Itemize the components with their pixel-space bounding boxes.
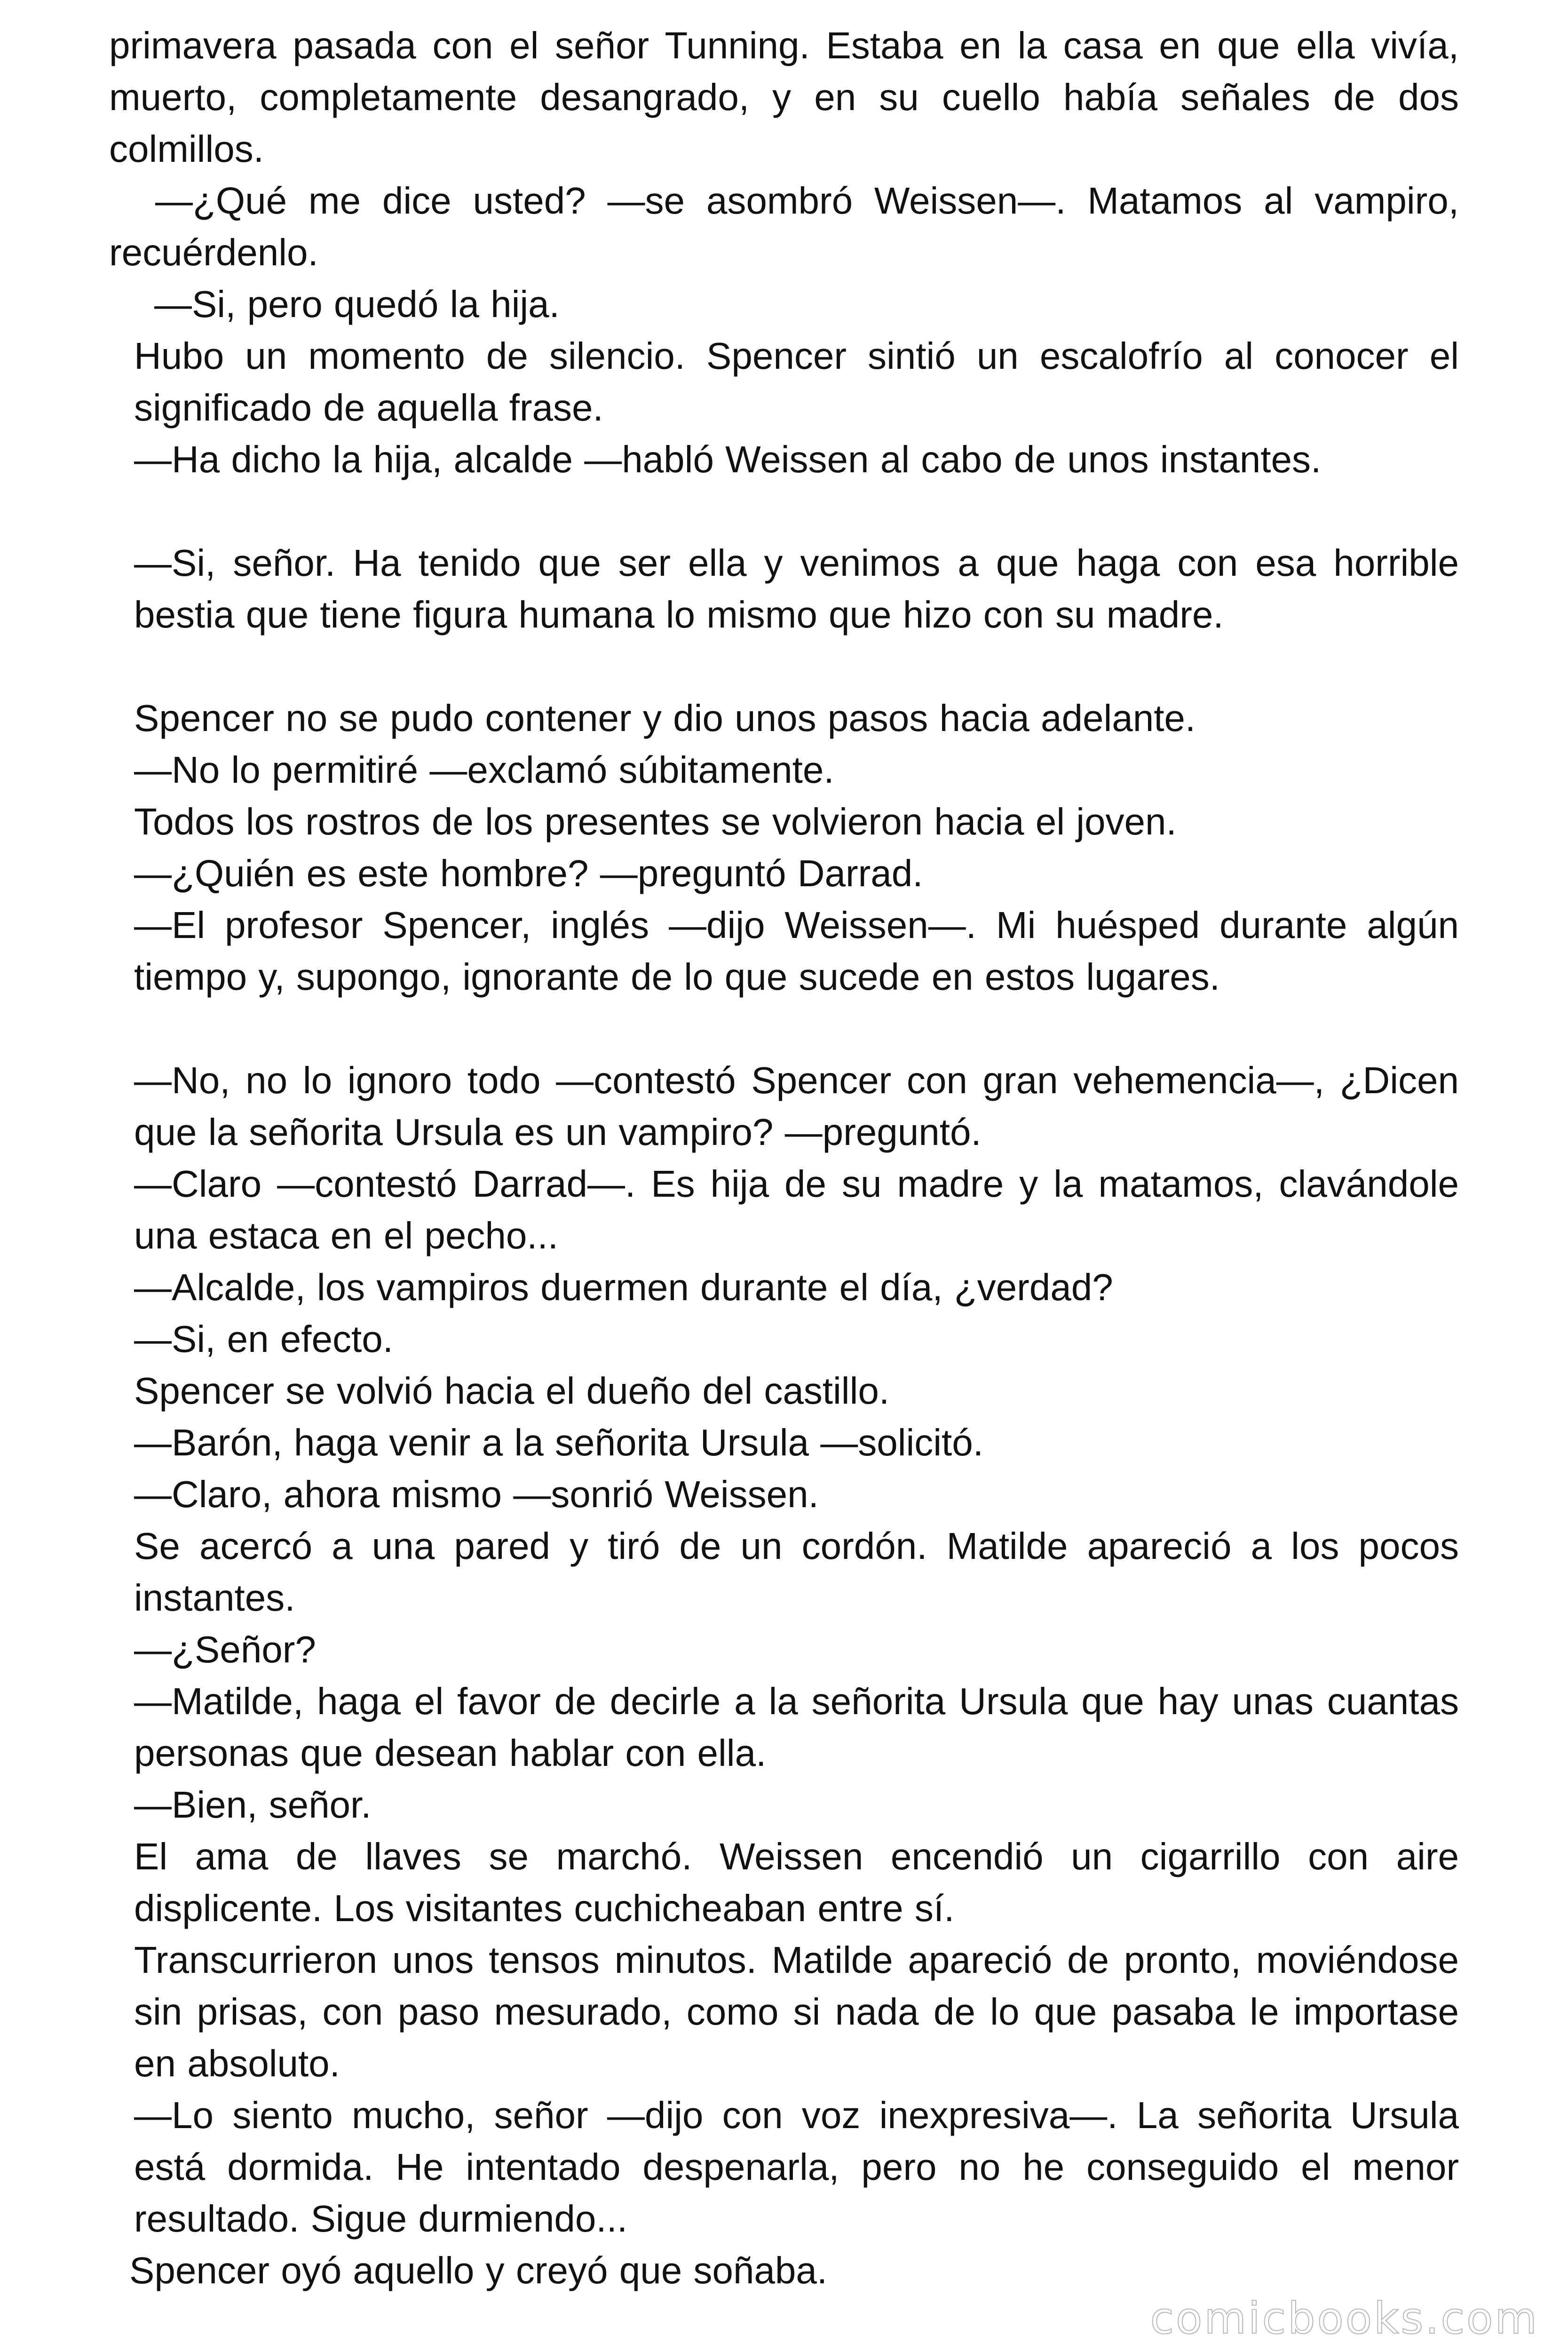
paragraph-1: primavera pasada con el señor Tunning. Estaba en la casa en que ella vivía, muerto, completamente desangrado, y en su cuello había señales de dos colmillos. xyxy=(109,24,1459,170)
paragraph-25: —Lo siento mucho, señor —dijo con voz inexpresiva—. La señorita Ursula está dormida. He intentado despenarla, pero no he conseguido el menor resultado. Sigue durmiendo... xyxy=(134,2094,1459,2240)
paragraph-16: Spencer se volvió hacia el dueño del castillo. xyxy=(134,1370,890,1412)
paragraph-22: —Bien, señor. xyxy=(134,1784,372,1826)
paragraph-13: —Claro —contestó Darrad—. Es hija de su madre y la matamos, clavándole una estaca en el pecho... xyxy=(134,1163,1459,1256)
paragraph-8: —No lo permitiré —exclamó súbitamente. xyxy=(134,749,834,791)
paragraph-12: —No, no lo ignoro todo —contestó Spencer con gran vehemencia—, ¿Dicen que la señorita Ursula es un vampiro? —preguntó. xyxy=(134,1059,1459,1153)
paragraph-19: Se acercó a una pared y tiró de un cordón. Matilde apareció a los pocos instantes. xyxy=(134,1525,1459,1619)
paragraph-24: Transcurrieron unos tensos minutos. Matilde apareció de pronto, moviéndose sin prisas, con paso mesurado, como si nada de lo que pasaba le importase en absoluto. xyxy=(134,1939,1459,2084)
paragraph-23: El ama de llaves se marchó. Weissen encendió un cigarrillo con aire displicente. Los visitantes cuchicheaban entre sí. xyxy=(134,1836,1459,1929)
paragraph-21: —Matilde, haga el favor de decirle a la señorita Ursula que hay unas cuantas personas que desean hablar con ella. xyxy=(134,1680,1459,1774)
paragraph-26: Spencer oyó aquello y creyó que soñaba. xyxy=(129,2249,828,2291)
paragraph-7: Spencer no se pudo contener y dio unos pasos hacia adelante. xyxy=(134,697,1196,739)
paragraph-14: —Alcalde, los vampiros duermen durante el día, ¿verdad? xyxy=(134,1266,1113,1308)
paragraph-4: Hubo un momento de silencio. Spencer sintió un escalofrío al conocer el significado de aquella frase. xyxy=(134,335,1459,429)
paragraph-15: —Si, en efecto. xyxy=(134,1318,393,1360)
paragraph-20: —¿Señor? xyxy=(134,1629,316,1670)
watermark: comicbooks.com xyxy=(1150,2293,1539,2344)
paragraph-5: —Ha dicho la hija, alcalde —habló Weissen al cabo de unos instantes. xyxy=(134,438,1322,480)
paragraph-11: —El profesor Spencer, inglés —dijo Weissen—. Mi huésped durante algún tiempo y, supongo, ignorante de lo que sucede en estos lugares. xyxy=(134,904,1459,998)
paragraph-10: —¿Quién es este hombre? —preguntó Darrad. xyxy=(134,852,923,894)
paragraph-17: —Barón, haga venir a la señorita Ursula —solicitó. xyxy=(134,1422,983,1463)
paragraph-3: —Si, pero quedó la hija. xyxy=(154,283,560,325)
paragraph-6: —Si, señor. Ha tenido que ser ella y venimos a que haga con esa horrible bestia que tiene figura humana lo mismo que hizo con su madre. xyxy=(134,542,1459,636)
paragraph-2: —¿Qué me dice usted? —se asombró Weissen—. Matamos al vampiro, recuérdenlo. xyxy=(109,180,1459,273)
paragraph-9: Todos los rostros de los presentes se volvieron hacia el joven. xyxy=(134,801,1177,842)
paragraph-18: —Claro, ahora mismo —sonrió Weissen. xyxy=(134,1473,819,1515)
